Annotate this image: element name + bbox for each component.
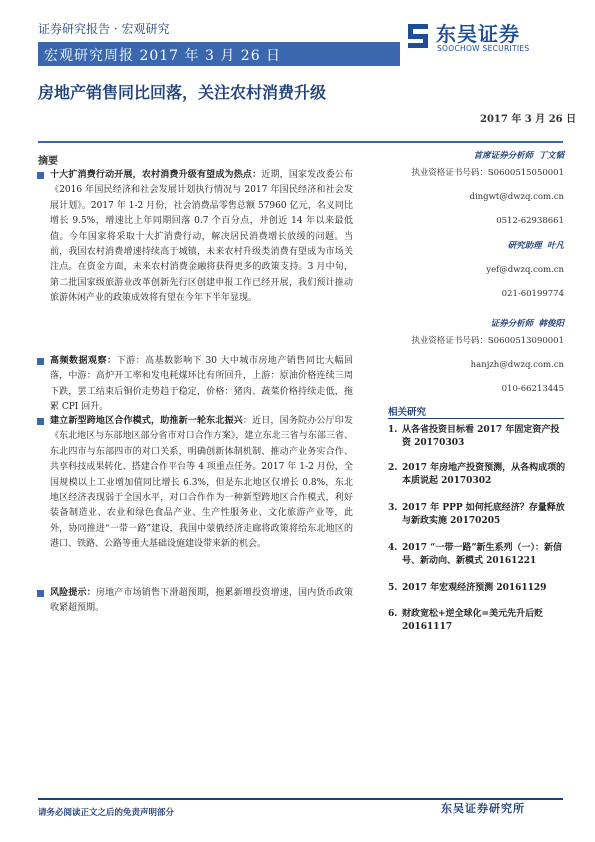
author-email[interactable]: yef@dwzq.com.cn [486,265,564,275]
related-item-number: 3. [388,503,398,513]
related-item-title[interactable]: 2017 年宏观经济预测 20161129 [402,583,547,593]
related-item-title[interactable]: 2017 “一带一路”新生系列（一）：新信号、新动向、新模式 20161221 [402,543,563,566]
logo-chinese-name: 东吴证券 [436,22,520,46]
abstract-label: 摘要 [38,156,58,167]
bullet-heading: 风险提示： [50,588,96,598]
author-license: 执业资格证书号码：S0600513090001 [411,336,564,346]
author-email[interactable]: dingwt@dwzq.com.cn [469,192,564,202]
author-role: 研究助理 [507,241,542,251]
abstract-bullet-1 [50,168,353,307]
related-item-number: 6. [388,609,398,619]
bullet-body: 房地产市场销售下滑超预期，拖累新增投资增速，国内货币政策收紧超预期。 [50,588,353,614]
abstract-bullet-4 [50,586,353,617]
bullet-square-icon [37,418,44,425]
bullet-body: ：近日，国务院办公厅印发《东北地区与东部地区部分省市对口合作方案》，建立东北三省与东部三省、东北四市与东部四市的对口关系，明确创新体制机制、推动产业务实合作、共享科技成果转化、搭建合作平台等 4 项重点任务。2017 年 1-2 月份，全国规模以上工业增加值同比增长 6.3%，但是东北地区仅增长 0.8%，东北地区经济表现弱于全国水平，对口合作作为一种新型跨地区合作模式，利好装备制造业、农业和绿色食品产业、生产性服务业、文化旅游产业等，此外，协同推进“一带一路”建设，我国中蒙俄经济走廊将政策将给东北地区的港口、铁路、公路等重大基础设施建设带来新的机会。 [50,416,353,550]
related-item[interactable] [388,462,568,488]
author-phone: 010-66213445 [501,384,564,394]
related-item-number: 2. [388,463,398,473]
related-item-number: 5. [388,583,398,593]
footer-firm-name: 东吴证券研究所 [441,802,525,815]
author-phone: 0512-62938661 [496,216,564,226]
author-name: 丁文韬 [538,151,564,161]
author-role: 证券分析师 [490,319,534,329]
author-name: 韩俊阳 [538,319,564,329]
report-headline: 房地产销售同比回落，关注农村消费升级 [38,83,327,102]
logo-english-name: SOOCHOW SECURITIES [437,44,530,53]
report-date: 2017 年 3 月 26 日 [480,114,577,125]
related-item[interactable] [388,502,568,528]
related-item-title[interactable]: 2017 年房地产投资预测，从各构成项的本质说起 20170302 [402,463,566,486]
report-category: 证券研究报告 · 宏观研究 [38,22,170,36]
bullet-heading: 高频数据观察： [50,356,117,366]
header-divider [38,141,563,143]
related-item[interactable] [388,582,568,595]
logo-mark-icon [404,20,432,52]
report-title-bar: 宏观研究周报 2017 年 3 月 26 日 [38,42,400,66]
author-email[interactable]: hanjzh@dwzq.com.cn [470,360,564,370]
author-role: 首席证券分析师 [473,151,534,161]
related-research-label: 相关研究 [388,407,427,418]
related-item-title[interactable]: 2017 年 PPP 如何托底经济？存量释放与新政实施 20170205 [402,503,565,526]
abstract-bullet-2 [50,354,353,416]
bullet-square-icon [37,590,44,597]
bullet-square-icon [37,172,44,179]
related-item[interactable] [388,608,568,634]
company-logo [404,18,564,58]
bullet-square-icon [37,358,44,365]
bullet-heading: 建立新型跨地区合作模式，助推新一轮东北振兴 [50,416,243,426]
footer-disclaimer: 请务必阅读正文之后的免责声明部分 [38,808,175,818]
author-card-2 [388,240,564,300]
author-card-3 [388,318,564,395]
author-license: 执业资格证书号码：S0600515050001 [411,168,564,178]
related-item-title[interactable]: 从各省投资目标看 2017 年固定资产投资 20170303 [402,425,560,448]
related-item-number: 4. [388,543,398,553]
related-divider [388,418,564,419]
author-card-1 [388,150,564,227]
bullet-body: 近期，国家发改委公布《2016 年国民经济和社会发展计划执行情况与 2017 年国民经济和社会发展计划》。2017 年 1-2 月份，社会消费品零售总额 57960 亿元，名义同比增长 9.5%，增速比上年同期回落 0.7 个百分点，并创近 14 年以来最低值。今年国家将采取十大扩消费行动，解决居民消费增长放缓的问题。当前，我国农村消费增速持续高于城镇，未来农村升级类消费有望成为市场关注点。在资金方面，未来农村消费金融将获得更多的政策支持。3 月中旬，第二批国家级旅游业改革创新先行区创建申报工作已经开展，我们预计推动旅游休闲产业的政策成效将有望在今年下半年显现。 [50,170,353,304]
related-item-number: 1. [388,425,398,435]
related-item-title[interactable]: 财政宽松+逆全球化=美元先升后贬 20161117 [402,609,544,632]
author-name: 叶凡 [546,241,564,251]
related-item[interactable] [388,542,568,568]
related-item[interactable] [388,424,568,450]
bullet-heading: 十大扩消费行动开展，农村消费升级有望成为热点： [50,170,262,180]
bullet-body: 下游：高基数影响下 30 大中城市房地产销售同比大幅回落，中游：高炉开工率和发电耗煤环比有所回升，上游：原油价格连续三周下跌，罢工结束后铜价走势趋于稳定，价格：猪肉、蔬菜价格持续走低，拖累 CPI 回升。 [50,356,353,413]
abstract-bullet-3 [50,414,353,553]
author-phone: 021-60199774 [501,289,564,299]
